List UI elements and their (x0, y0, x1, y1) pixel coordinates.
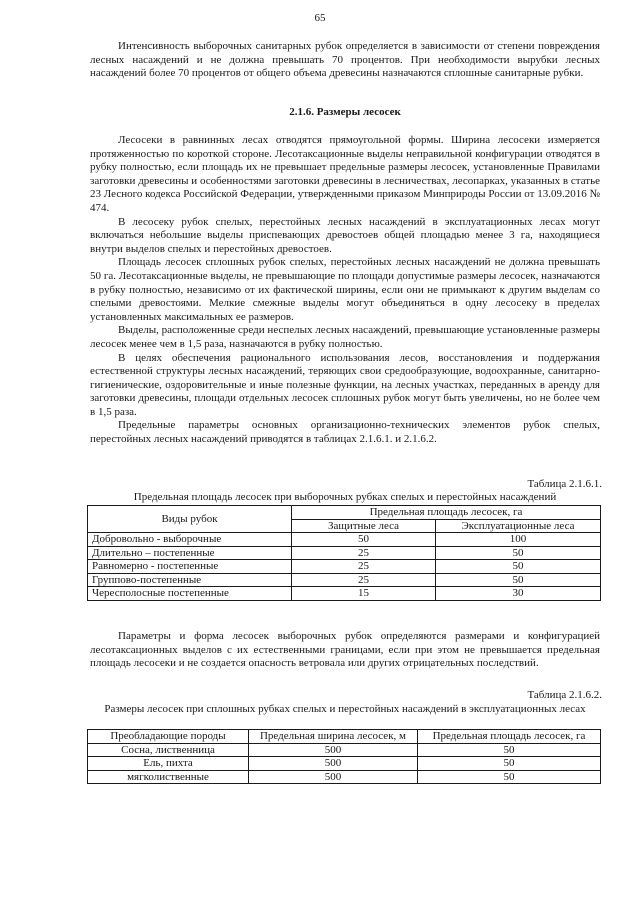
table2-header-area: Предельная площадь лесосек, га (418, 730, 601, 744)
middle-paragraph-block (90, 630, 600, 671)
table1 (87, 505, 601, 601)
paragraph: Площадь лесосек сплошных рубок спелых, перестойных лесных насаждений не должна превышать 50 га. Лесотаксационные выделы, не превышающие по площади допустимые размеры лесосек, назначаются в рубку полностью, независимо от их фактической ширины, если они не примыкают к другим выделам со спелыми древостоями. Мелкие смежные выделы могут объединяться в одну лесосеку в пределах установленных максимальных ее размеров. (90, 256, 600, 323)
intro-paragraph-block (90, 40, 600, 81)
table2-cell-width: 500 (249, 757, 418, 771)
table1-label: Таблица 2.1.6.1. (527, 478, 602, 490)
table1-cell-type: Равномерно - постепенные (88, 560, 292, 574)
table2-cell-area: 50 (418, 743, 601, 757)
paragraph: В целях обеспечения рационального использования лесов, восстановления и поддержания естественной структуры лесных насаждений, теряющих свои средообразующие, водоохранные, санитарно-гигиенические, оздоровительные и иные полезные функции, на лесных участках, переданных в аренду для заготовки древесины, площади отдельных лесосек сплошных рубок могут быть увеличены, но не более чем в 1,5 раза. (90, 351, 600, 418)
table2-cell-species: мягколиственные (88, 770, 249, 784)
table1-caption: Предельная площадь лесосек при выборочных рубках спелых и перестойных насаждений (133, 491, 557, 503)
table1-cell-protective: 50 (292, 533, 436, 547)
table2-cell-species: Ель, пихта (88, 757, 249, 771)
table-row (88, 560, 601, 574)
section-heading: 2.1.6. Размеры лесосек (289, 106, 401, 118)
table2-cell-width: 500 (249, 743, 418, 757)
table1-cell-protective: 15 (292, 587, 436, 601)
table-row (88, 533, 601, 547)
table-row (88, 770, 601, 784)
table1-cell-exploitation: 50 (436, 546, 601, 560)
table1-header-type: Виды рубок (88, 506, 292, 533)
table-row (88, 587, 601, 601)
paragraph: Предельные параметры основных организационно-технических элементов рубок спелых, перестойных лесных насаждений приводятся в таблицах 2.1.6.1. и 2.1.6.2. (90, 419, 600, 446)
table1-header-protective: Защитные леса (292, 519, 436, 533)
table1-cell-exploitation: 50 (436, 560, 601, 574)
table2-caption: Размеры лесосек при сплошных рубках спелых и перестойных насаждений в эксплуатационных лесах (104, 703, 586, 715)
page-number: 65 (314, 12, 326, 24)
table1-cell-type: Длительно – постепенные (88, 546, 292, 560)
table2-label: Таблица 2.1.6.2. (527, 689, 602, 701)
table2-cell-area: 50 (418, 770, 601, 784)
table1-cell-type: Группово-постепенные (88, 573, 292, 587)
table2-cell-width: 500 (249, 770, 418, 784)
table1-cell-exploitation: 30 (436, 587, 601, 601)
table-row (88, 546, 601, 560)
table1-cell-protective: 25 (292, 573, 436, 587)
table1-cell-type: Добровольно - выборочные (88, 533, 292, 547)
table-row (88, 743, 601, 757)
table2-header-species: Преобладающие породы (88, 730, 249, 744)
table-row (88, 757, 601, 771)
table1-cell-protective: 25 (292, 560, 436, 574)
body-text (90, 134, 600, 447)
table2-header-width: Предельная ширина лесосек, м (249, 730, 418, 744)
paragraph: Выделы, расположенные среди неспелых лесных насаждений, превышающие установленные размеры лесосек менее чем в 1,5 раза, назначаются в рубку полностью. (90, 324, 600, 350)
middle-paragraph: Параметры и форма лесосек выборочных рубок определяются размерами и конфигурацией лесотаксационных выделов с их естественными границами, если при этом не превышается предельная площадь лесосеки и не создается опасность ветровала или других отрицательных последствий. (90, 630, 600, 670)
table-row (88, 573, 601, 587)
paragraph: Лесосеки в равнинных лесах отводятся прямоугольной формы. Ширина лесосеки измеряется протяженностью по короткой стороне. Лесотаксационные выделы неправильной конфигурации отводятся в рубку полностью, если площадь их не превышает предельные размеры лесосек, установленные Правилами заготовки древесины и особенностями заготовки древесины в лесничествах, лесопарках, указанных в статье 23 Лесного кодекса Российской Федерации, утвержденными приказом Минприроды России от 13.09.2016 № 474. (90, 134, 600, 214)
table2-cell-species: Сосна, лиственница (88, 743, 249, 757)
table1-header-exploitation: Эксплуатационные леса (436, 519, 601, 533)
table1-cell-exploitation: 50 (436, 573, 601, 587)
table1-cell-protective: 25 (292, 546, 436, 560)
table2 (87, 729, 601, 784)
table1-header-area: Предельная площадь лесосек, га (292, 506, 601, 520)
paragraph: В лесосеку рубок спелых, перестойных лесных насаждений в эксплуатационных лесах могут включаться небольшие выделы приспевающих древостоев общей площадью менее 3 га, находящиеся внутри выделов спелых и перестойных древостоев. (90, 215, 600, 255)
table2-cell-area: 50 (418, 757, 601, 771)
table1-cell-exploitation: 100 (436, 533, 601, 547)
table1-cell-type: Чересполосные постепенные (88, 587, 292, 601)
intro-paragraph: Интенсивность выборочных санитарных рубок определяется в зависимости от степени повреждения лесных насаждений и не должна превышать 70 процентов. При необходимости вырубки лесных насаждений более 70 процентов от общего объема древесины назначаются сплошные санитарные рубки. (90, 40, 600, 80)
